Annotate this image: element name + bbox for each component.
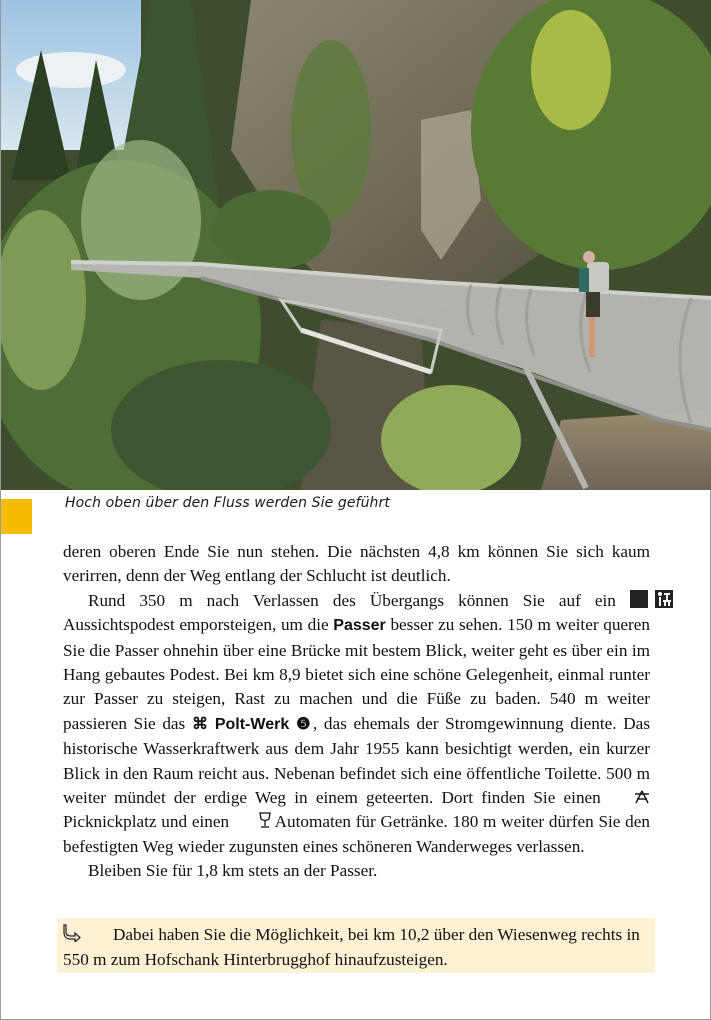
text-segment: Aussichtspodest emporsteigen, um die bbox=[63, 615, 334, 635]
section-color-marker bbox=[1, 499, 32, 534]
text-segment: , das ehemals der Stromgewinnung diente. Das historische Wasserkraftwerk aus dem Jahr 1955 kann besichtigt werden, ein kurzer Blick in den Raum reicht aus. Nebenan befindet sich eine öffentliche Toilette. 500 m weiter mündet der erdige Weg in einem geteerten. Dort finden Sie einen bbox=[63, 713, 651, 808]
paragraph-2 bbox=[63, 589, 650, 859]
text-segment: Rund 350 m nach Verlassen des Übergangs können Sie auf ein bbox=[88, 590, 630, 610]
picnic-icon bbox=[609, 786, 650, 810]
drinks-machine-icon bbox=[234, 810, 271, 834]
river-name-passer: Passer bbox=[333, 617, 386, 635]
gorge-walkway-photo bbox=[1, 0, 711, 490]
photo-caption: Hoch oben über den Fluss werden Sie geführt bbox=[65, 495, 390, 511]
photo-illustration bbox=[1, 0, 711, 490]
viewpoint-icon bbox=[630, 590, 648, 608]
detour-arrow-icon bbox=[63, 924, 113, 948]
paragraph-3: Bleiben Sie für 1,8 km stets an der Passer. bbox=[88, 861, 378, 881]
text-segment: besser zu sehen. 150 m weiter queren Sie die Passer ohnehin über eine Brücke mit bestem Blick, weiter geht es über ein im Hang gebautes Podest. Bei km 8,9 bietet sich eine schöne Gelegenheit, einmal runter zur Passer zu steigen, Rast zu machen und die Füße zu baden. 540 m weiter passieren Sie das bbox=[63, 615, 650, 733]
text-segment: Automaten für Getränke. 180 m weiter dürfen Sie den befestigten Weg wieder zugunsten eines schöneren Wanderweges verlassen. bbox=[63, 812, 650, 856]
paragraph-1: deren oberen Ende Sie nun stehen. Die nächsten 4,8 km können Sie sich kaum verirren, denn der Weg entlang der Schlucht ist deutlich. bbox=[63, 542, 650, 586]
body-text bbox=[63, 540, 650, 884]
poi-polt-werk: ⌘ Polt-Werk ❺ bbox=[191, 715, 313, 733]
tip-text: Dabei haben Sie die Möglichkeit, bei km 10,2 über den Wiesenweg rechts in 550 m zum Hofschank Hinterbrugghof hinaufzusteigen. bbox=[63, 925, 640, 970]
text-segment: Picknickplatz und einen bbox=[63, 812, 234, 832]
tip-box bbox=[57, 918, 655, 973]
